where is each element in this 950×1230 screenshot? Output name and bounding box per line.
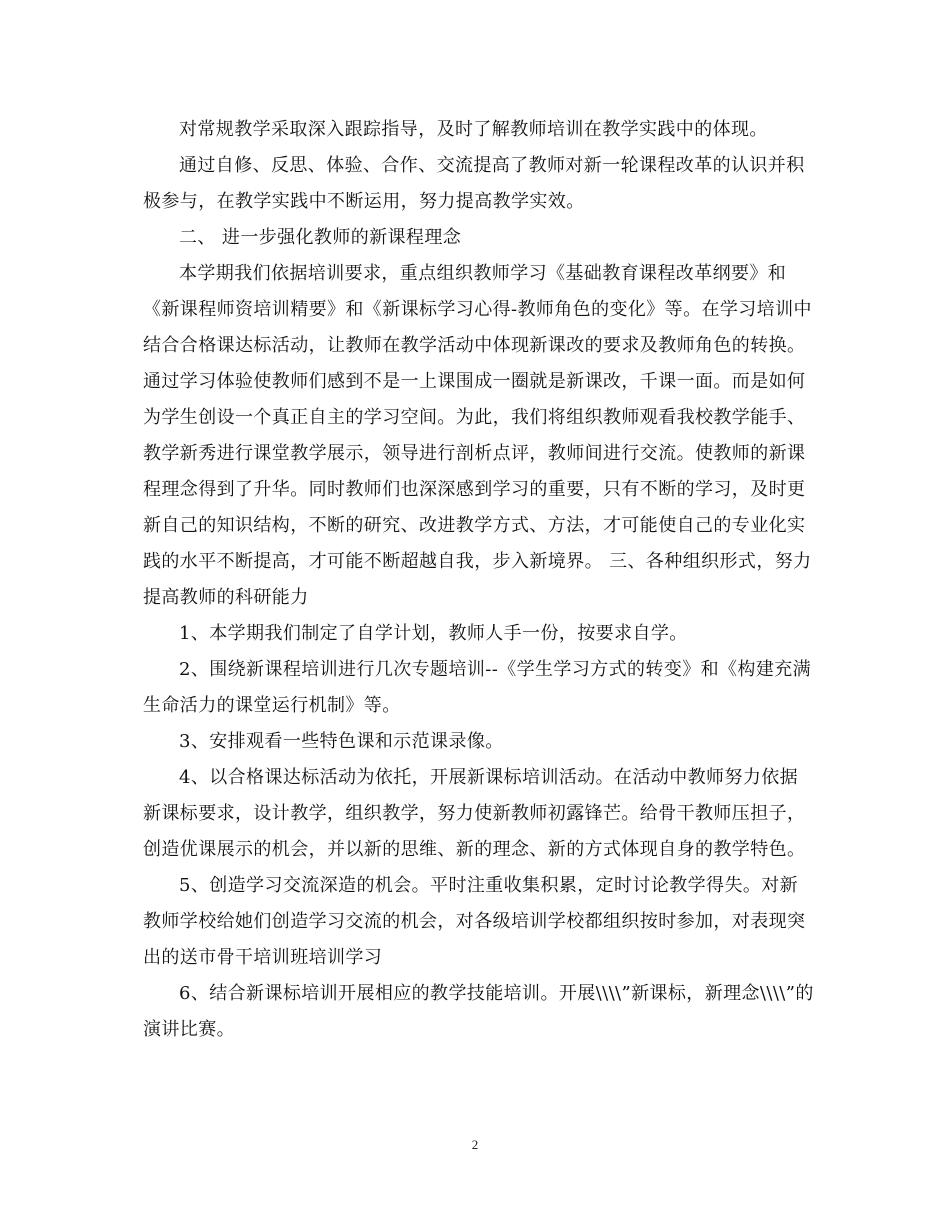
paragraph-self-study: 通过自修、反思、体验、合作、交流提高了教师对新一轮课程改革的认识并积极参与，在教学实践中不断运用，努力提高教学实效。 xyxy=(143,155,805,212)
list-item-5: 5、创造学习交流深造的机会。平时注重收集积累，定时讨论教学得失。对新教师学校给她们创造学习交流的机会，对各级培训学校都组织按时参加，对表现突出的送市骨干培训班培训学习 xyxy=(143,875,806,968)
paragraph-curriculum-concept: 本学期我们依据培训要求，重点组织教师学习《基础教育课程改革纲要》和《新课程师资培训精要》和《新课标学习心得-教师角色的变化》等。在学习培训中结合合格课达标活动，让教师在教学活动中体现新课改的要求及教师角色的转换。通过学习体验使教师们感到不是一上课围成一圈就是新课改，千课一面。而是如何为学生创设一个真正自主的学习空间。为此，我们将组织教师观看我校教学能手、教学新秀进行课堂教学展示，领导进行剖析点评，教师间进行交流。使教师的新课程理念得到了升华。同时教师们也深深感到学习的重要，只有不断的学习，及时更新自己的知识结构，不断的研究、改进教学方式、方法，才可能使自己的专业化实践的水平不断提高，才可能不断超越自我，步入新境界。 三、各种组织形式，努力提高教师的科研能力 xyxy=(143,263,812,608)
page-number: 2 xyxy=(471,1137,479,1152)
list-item-4: 4、以合格课达标活动为依托，开展新课标培训活动。在活动中教师努力依据新课标要求，设计教学，组织教学，努力使新教师初露锋芒。给骨干教师压担子，创造优课展示的机会，并以新的思维、新的理念、新的方式体现自身的教学特色。 xyxy=(143,767,806,860)
list-item-3: 3、安排观看一些特色课和示范课录像。 xyxy=(179,731,504,752)
list-item-2: 2、围绕新课程培训进行几次专题培训--《学生学习方式的转变》和《构建充满生命活力的课堂运行机制》等。 xyxy=(143,659,812,716)
paragraph-routine-guidance: 对常规教学采取深入跟踪指导，及时了解教师培训在教学实践中的体现。 xyxy=(179,119,768,140)
list-item-1: 1、本学期我们制定了自学计划，教师人手一份，按要求自学。 xyxy=(179,623,688,644)
list-item-6: 6、结合新课标培训开展相应的教学技能培训。开展\\\\”新课标，新理念\\\\”的演讲比赛。 xyxy=(143,983,814,1040)
document-body xyxy=(143,112,815,1048)
section-heading-two: 二、 进一步强化教师的新课程理念 xyxy=(179,227,462,248)
